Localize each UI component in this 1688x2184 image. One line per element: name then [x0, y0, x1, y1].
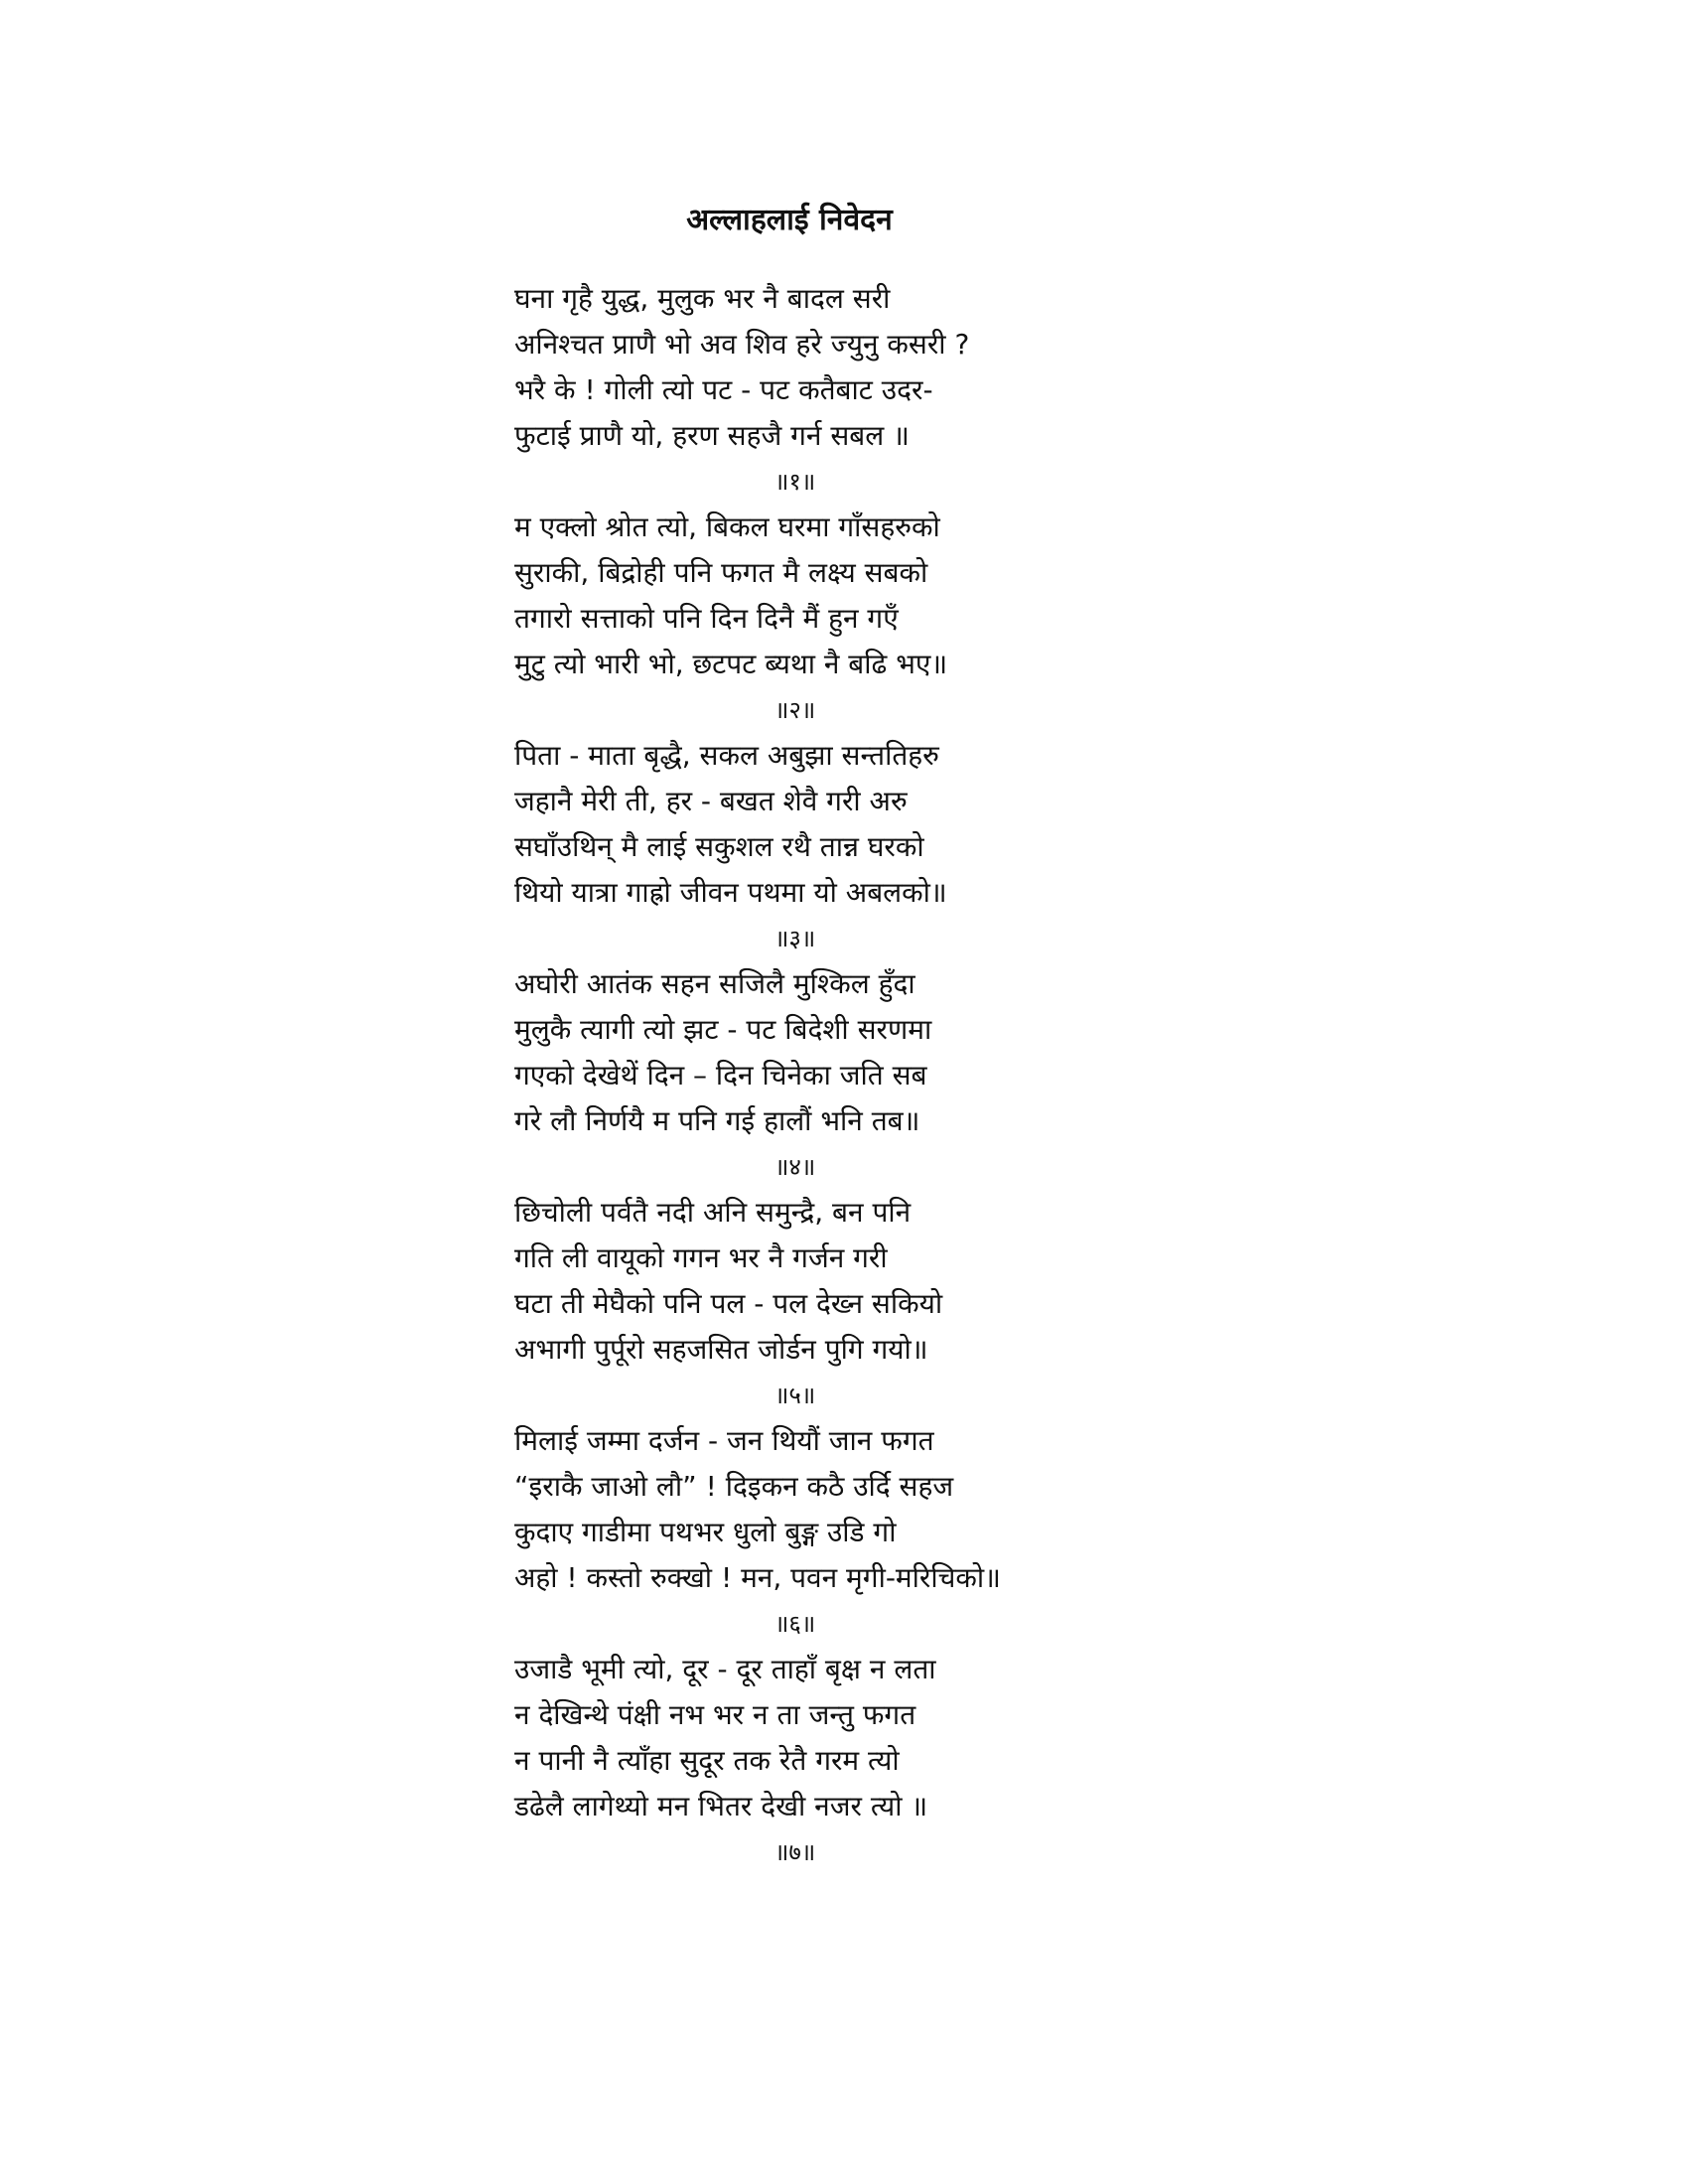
- stanza-number: ॥७॥: [774, 1838, 816, 1866]
- poem-body: [514, 276, 1110, 1875]
- poem-line: घटा ती मेघैको पनि पल - पल देख्न सकियो: [514, 1287, 943, 1320]
- poem-line: घना गृहै युद्ध, मुलुक भर नै बादल सरी: [514, 282, 891, 315]
- poem-title: अल्लाहलाई निवेदन: [686, 203, 893, 237]
- stanza: [514, 961, 1110, 1190]
- poem-line: गएको देखेथें दिन – दिन चिनेका जति सब: [514, 1059, 927, 1092]
- stanza-number: ॥२॥: [774, 696, 816, 724]
- stanza-number: ॥१॥: [774, 468, 816, 496]
- poem-line: गरे लौ निर्णयै म पनि गई हालौं भनि तब॥: [514, 1104, 920, 1137]
- poem-line: गति ली वायूको गगन भर नै गर्जन गरी: [514, 1241, 888, 1274]
- poem-line: छिचोली पर्वतै नदी अनि समुन्द्रै, बन पनि: [514, 1196, 912, 1229]
- poem-line: थियो यात्रा गाह्रो जीवन पथमा यो अबलको॥: [514, 876, 947, 909]
- poem-line: अघोरी आतंक सहन सजिलै मुश्किल हुँदा: [514, 967, 915, 1000]
- poem-line: फुटाई प्राणै यो, हरण सहजै गर्न सबल ॥: [514, 419, 910, 452]
- poem-line: अभागी पुर्पूरो सहजसित जोर्डन पुगि गयो॥: [514, 1333, 928, 1366]
- poem-line: मिलाई जम्मा दर्जन - जन थियौं जान फगत: [514, 1424, 934, 1457]
- stanza-number: ॥६॥: [774, 1610, 816, 1638]
- poem-line: भरै के ! गोली त्यो पट - पट कतैबाट उदर-: [514, 373, 933, 406]
- stanza: [514, 1190, 1110, 1418]
- poem-line: उजाडै भूमी त्यो, दूर - दूर ताहाँ बृक्ष न लता: [514, 1653, 936, 1685]
- poem-line: तगारो सत्ताको पनि दिन दिनै मैं हुन गएँ: [514, 602, 899, 635]
- poem-line: न देखिन्थे पंक्षी नभ भर न ता जन्तु फगत: [514, 1698, 916, 1731]
- poem-line: न पानी नै त्याँहा सुदूर तक रेतै गरम त्यो: [514, 1744, 900, 1777]
- poem-line: मुटु त्यो भारी भो, छटपट ब्यथा नै बढि भए॥: [514, 648, 948, 680]
- poem-line: अहो ! कस्तो रुक्खो ! मन, पवन मृगी-मरिचिको॥: [514, 1561, 1001, 1594]
- stanza: [514, 1418, 1110, 1647]
- poem-line: पिता - माता बृद्धै, सकल अबुझा सन्ततिहरु: [514, 739, 939, 772]
- poem-line: कुदाए गाडीमा पथभर धुलो बुङ्ग उडि गो: [514, 1516, 897, 1548]
- stanza: [514, 1647, 1110, 1875]
- poem-line: डढेलै लागेथ्यो मन भितर देखी नजर त्यो ॥: [514, 1790, 928, 1822]
- stanza-number: ॥५॥: [774, 1382, 816, 1409]
- stanza-number: ॥४॥: [774, 1153, 816, 1181]
- poem-line: जहानै मेरी ती, हर - बखत शेवै गरी अरु: [514, 785, 908, 817]
- stanza: [514, 276, 1110, 505]
- poem-line: अनिश्चत प्राणै भो अव शिव हरे ज्युनु कसरी ?: [514, 328, 970, 361]
- poem-line: “इराकै जाओ लौ” ! दिइकन कठै उर्दि सहज: [514, 1470, 954, 1503]
- poem-line: सुराकी, बिद्रोही पनि फगत मै लक्ष्य सबको: [514, 556, 928, 589]
- stanza: [514, 733, 1110, 961]
- stanza: [514, 505, 1110, 733]
- poem-line: म एक्लो श्रोत त्यो, बिकल घरमा गाँसहरुको: [514, 510, 940, 543]
- stanza-number: ॥३॥: [774, 925, 816, 952]
- poem-line: सघाँउथिन् मै लाई सकुशल रथै तान्न घरको: [514, 830, 924, 863]
- poem-line: मुलुकै त्यागी त्यो झट - पट बिदेशी सरणमा: [514, 1013, 932, 1046]
